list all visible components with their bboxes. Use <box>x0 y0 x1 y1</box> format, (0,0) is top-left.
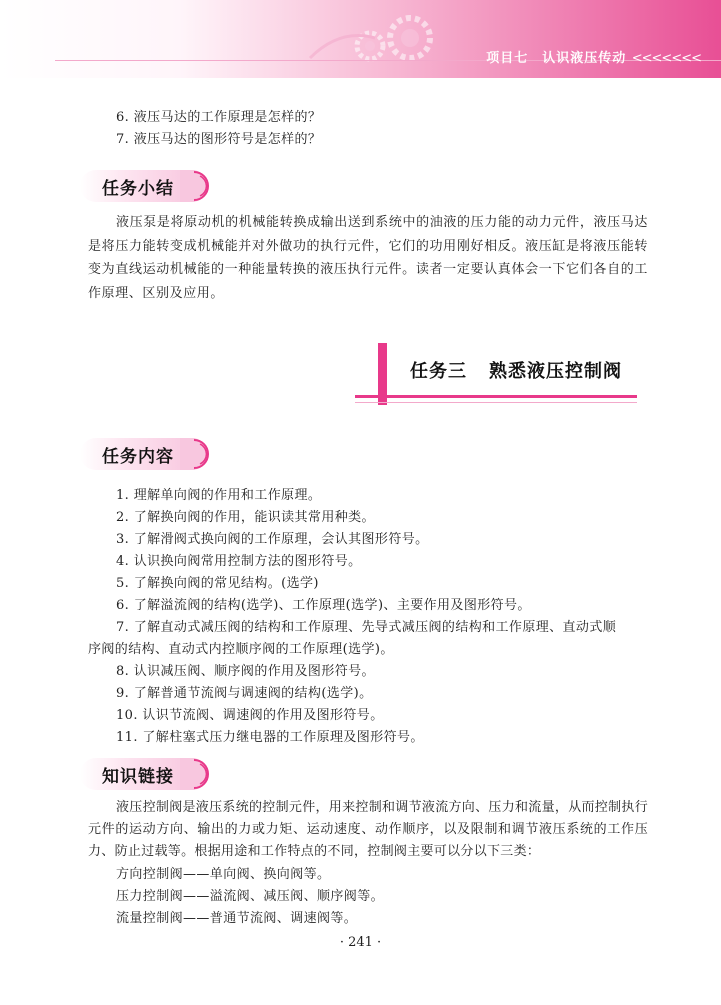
summary-paragraph: 液压泵是将原动机的机械能转换成输出送到系统中的油液的压力能的动力元件，液压马达是将压力能转变成机械能并对外做功的执行元件，它们的功用刚好相反。液压缸是将液压能转变为直线运动机械能的一种能量转换的液压执行元件。读者一定要认真体会一下它们各自的工作原理、区别及应用。 <box>88 215 648 301</box>
valve-category: 方向控制阀——单向阀、换向阀等。 <box>116 867 331 882</box>
chapter-header <box>486 47 701 66</box>
list-item: 2. 了解换向阀的作用，能识读其常用种类。 <box>116 510 375 525</box>
list-item: 3. 了解滑阀式换向阀的工作原理，会认其图形符号。 <box>116 532 429 547</box>
page-number: · 241 · <box>339 935 382 950</box>
question-6: 6. 液压马达的工作原理是怎样的？ <box>116 110 322 125</box>
section-tag-summary <box>80 170 215 202</box>
content-heading: 任务内容 <box>102 447 174 467</box>
tag-cap-icon <box>180 438 212 470</box>
list-item: 9. 了解普通节流阀与调速阀的结构(选学)。 <box>116 686 373 701</box>
list-item: 7. 了解直动式减压阀的结构和工作原理、先导式减压阀的结构和工作原理、直动式顺 <box>116 620 617 635</box>
task-name: 熟悉液压控制阀 <box>489 361 622 382</box>
task-number: 任务三 <box>410 361 467 382</box>
list-item: 1. 理解单向阀的作用和工作原理。 <box>116 488 322 503</box>
gear-icon <box>300 8 460 68</box>
task-title <box>410 357 622 383</box>
tag-cap-icon <box>180 170 212 202</box>
list-item: 11. 了解柱塞式压力继电器的工作原理及图形符号。 <box>116 730 424 745</box>
chapter-title: 项目七 认识液压传动 <box>486 51 627 66</box>
valve-category: 压力控制阀——溢流阀、减压阀、顺序阀等。 <box>116 889 385 904</box>
knowledge-heading: 知识链接 <box>102 767 174 787</box>
question-7: 7. 液压马达的图形符号是怎样的？ <box>116 132 322 147</box>
summary-heading: 任务小结 <box>102 179 174 199</box>
list-item: 8. 认识减压阀、顺序阀的作用及图形符号。 <box>116 664 375 679</box>
knowledge-paragraph: 液压控制阀是液压系统的控制元件，用来控制和调节液流方向、压力和流量，从而控制执行元件的运动方向、输出的力或力矩、运动速度、动作顺序，以及限制和调节液压系统的工作压力、防止过载等。根据用途和工作特点的不同，控制阀主要可以分以下三类： <box>88 800 649 859</box>
section-tag-knowledge <box>80 758 215 790</box>
list-item: 5. 了解换向阀的常见结构。(选学) <box>116 576 319 591</box>
list-item: 6. 了解溢流阀的结构(选学)、工作原理(选学)、主要作用及图形符号。 <box>116 598 531 613</box>
list-item: 4. 认识换向阀常用控制方法的图形符号。 <box>116 554 362 569</box>
task-underline <box>355 395 637 398</box>
section-tag-content <box>80 438 215 470</box>
tag-cap-icon <box>180 758 212 790</box>
list-item-continuation: 序阀的结构、直动式内控顺序阀的工作原理(选学)。 <box>88 642 394 657</box>
chevrons-decoration: <<<<<<< <box>631 51 701 66</box>
task-underline-thin <box>355 402 637 403</box>
valve-category: 流量控制阀——普通节流阀、调速阀等。 <box>116 911 358 926</box>
list-item: 10. 认识节流阀、调速阀的作用及图形符号。 <box>116 708 384 723</box>
